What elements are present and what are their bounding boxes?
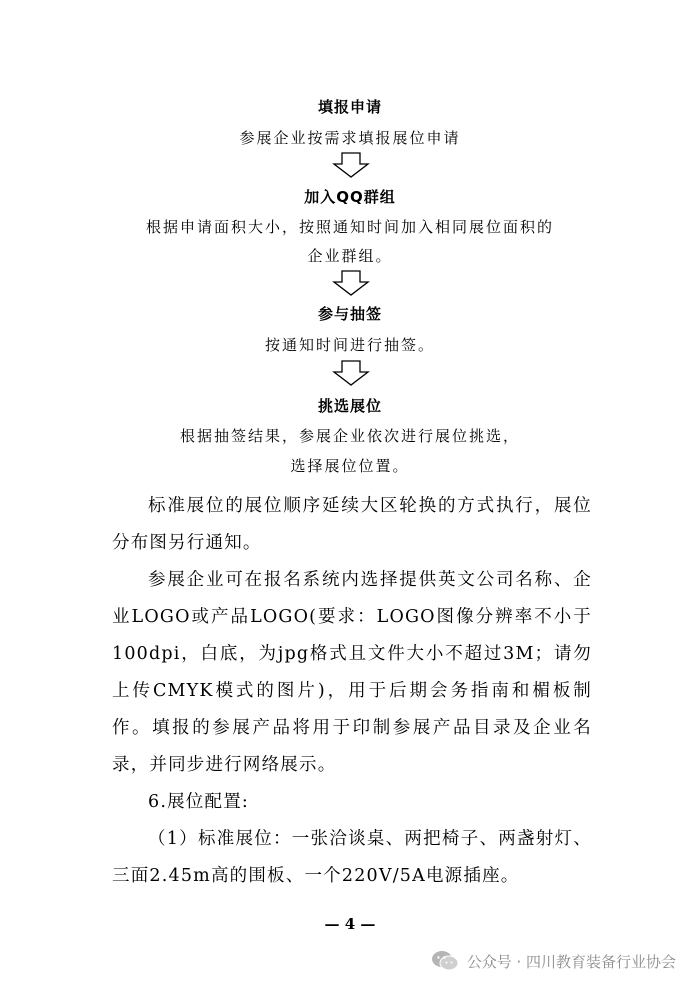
watermark-text: 公众号 · 四川教育装备行业协会 — [466, 952, 676, 971]
paragraph-logo-upload: 参展企业可在报名系统内选择提供英文公司名称、企业LOGO或产品LOGO(要求：LOGO图像分辨率不小于100dpi，白底，为jpg格式且文件大小不超过3M；请勿上传CMYK模式的图片)，用于后期会务指南和楣板制作。填报的参展产品将用于印制参展产品目录及企业名录，并同步进行网络展示。 — [112, 570, 592, 775]
down-arrow-icon — [331, 270, 371, 296]
flow-step-1-title: 填报申请 — [317, 98, 382, 116]
down-arrow-icon — [331, 360, 371, 386]
flow-step-4-title: 挑选展位 — [317, 397, 382, 415]
watermark — [431, 948, 676, 974]
down-arrow-icon — [331, 152, 371, 178]
flow-step-3-text: 按通知时间进行抽签。 — [264, 336, 435, 354]
page-number: — 4 — — [324, 915, 376, 933]
flow-step-2-title: 加入QQ群组 — [304, 188, 396, 206]
paragraph-standard-booth: （1）标准展位：一张洽谈桌、两把椅子、两盏射灯、三面2.45m高的围板、一个220V/5A电源插座。 — [112, 829, 592, 886]
wechat-icon — [431, 950, 459, 972]
flow-step-2-text-line2: 企业群组。 — [307, 247, 393, 265]
flow-step-2-text-line1: 根据申请面积大小，按照通知时间加入相同展位面积的 — [145, 218, 554, 236]
flow-step-4-text-line1: 根据抽签结果，参展企业依次进行展位挑选， — [179, 427, 520, 445]
flow-step-1-text: 参展企业按需求填报展位申请 — [239, 129, 461, 147]
paragraph-booth-order: 标准展位的展位顺序延续大区轮换的方式执行，展位分布图另行通知。 — [112, 496, 592, 553]
flow-step-4-text-line2: 选择展位位置。 — [290, 457, 410, 475]
flow-step-3-title: 参与抽签 — [317, 305, 382, 323]
section-heading-booth-config: 6.展位配置: — [148, 792, 249, 812]
